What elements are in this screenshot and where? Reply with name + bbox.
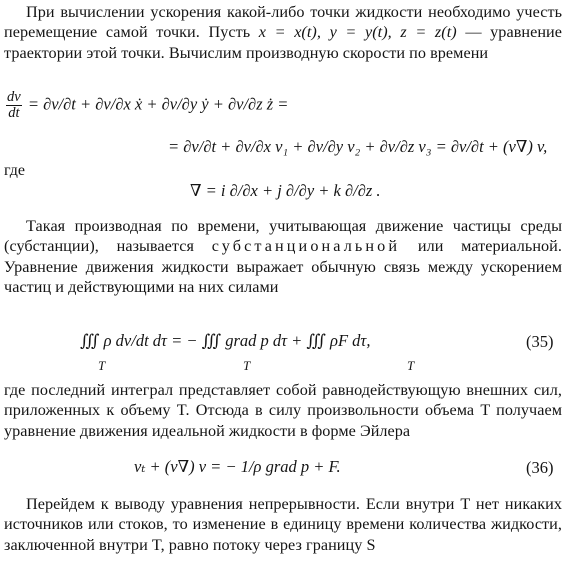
euler-text: где последний интеграл представляет собой равнодействующую внешних сил, приложенных к объему T. Отсюда в силу произвольности объема T получаем уравнение движения идеальной жидкости в форме Эйлера bbox=[4, 381, 562, 440]
equation-velocity-derivative-line2 bbox=[168, 136, 547, 158]
trajectory-equation: x = x(t), y = y(t), z = z(t) bbox=[258, 23, 457, 42]
equation-number-36: (36) bbox=[526, 458, 554, 477]
equation-35-body: ∭ ρ dv/dt dτ = − ∭ grad p dτ + ∭ ρF dτ, bbox=[80, 331, 371, 350]
continuity-text: Перейдем к выводу уравнения непрерывности. Если внутри T нет никаких источников или стоков, то изменение в единицу времени количества жидкости, заключенной внутри T, равно потоку через границу S bbox=[4, 495, 562, 554]
where-label-1: где bbox=[4, 162, 26, 179]
equation-nabla bbox=[190, 180, 381, 202]
paragraph-continuity bbox=[4, 494, 562, 555]
term-substantial: субстанциональной bbox=[211, 237, 401, 256]
integral-domain-T-2: T bbox=[243, 358, 251, 373]
equation-line-2: = ∂v/∂t + ∂v/∂x v₁ + ∂v/∂y v₂ + ∂v/∂z v₃ = ∂v/∂t + (v∇) v, bbox=[168, 137, 548, 156]
equation-number-35: (35) bbox=[526, 332, 554, 351]
substantial-text-1: Такая производная по времени, учитывающая движение частицы среды (субстанции), называется bbox=[4, 217, 562, 256]
equation-line-1: = ∂v/∂t + ∂v/∂x ẋ + ∂v/∂y ẏ + ∂v/∂z ż = bbox=[27, 94, 289, 114]
fraction-numerator: dv bbox=[7, 89, 21, 105]
equation-velocity-derivative-line1 bbox=[4, 90, 288, 121]
nabla-definition: ∇ = i ∂/∂x + j ∂/∂y + k ∂/∂z . bbox=[190, 181, 381, 200]
integral-domain-T-1: T bbox=[98, 358, 106, 373]
equation-36-body: vₜ + (v∇) v = − 1/ρ grad p + F. bbox=[134, 457, 341, 476]
paragraph-euler bbox=[4, 380, 562, 441]
intro-text-2: — уравнение траектории этой точки. Вычислим производную скорости по времени bbox=[4, 23, 562, 62]
equation-36 bbox=[134, 456, 341, 478]
substantial-text-2: или материальной. Уравнение движения жидкости выражает обычную связь между ускорением частиц и действующими на них силами bbox=[4, 237, 562, 297]
fraction-denominator: dt bbox=[8, 105, 20, 121]
integral-domain-T-3: T bbox=[407, 358, 415, 373]
paragraph-intro bbox=[4, 2, 562, 63]
equation-35 bbox=[80, 330, 370, 352]
intro-text-1: При вычислении ускорения какой-либо точки жидкости необходимо учесть перемещение самой точки. Пусть bbox=[4, 3, 562, 42]
fraction-dv-dt bbox=[6, 90, 22, 121]
paragraph-substantial bbox=[4, 216, 562, 298]
